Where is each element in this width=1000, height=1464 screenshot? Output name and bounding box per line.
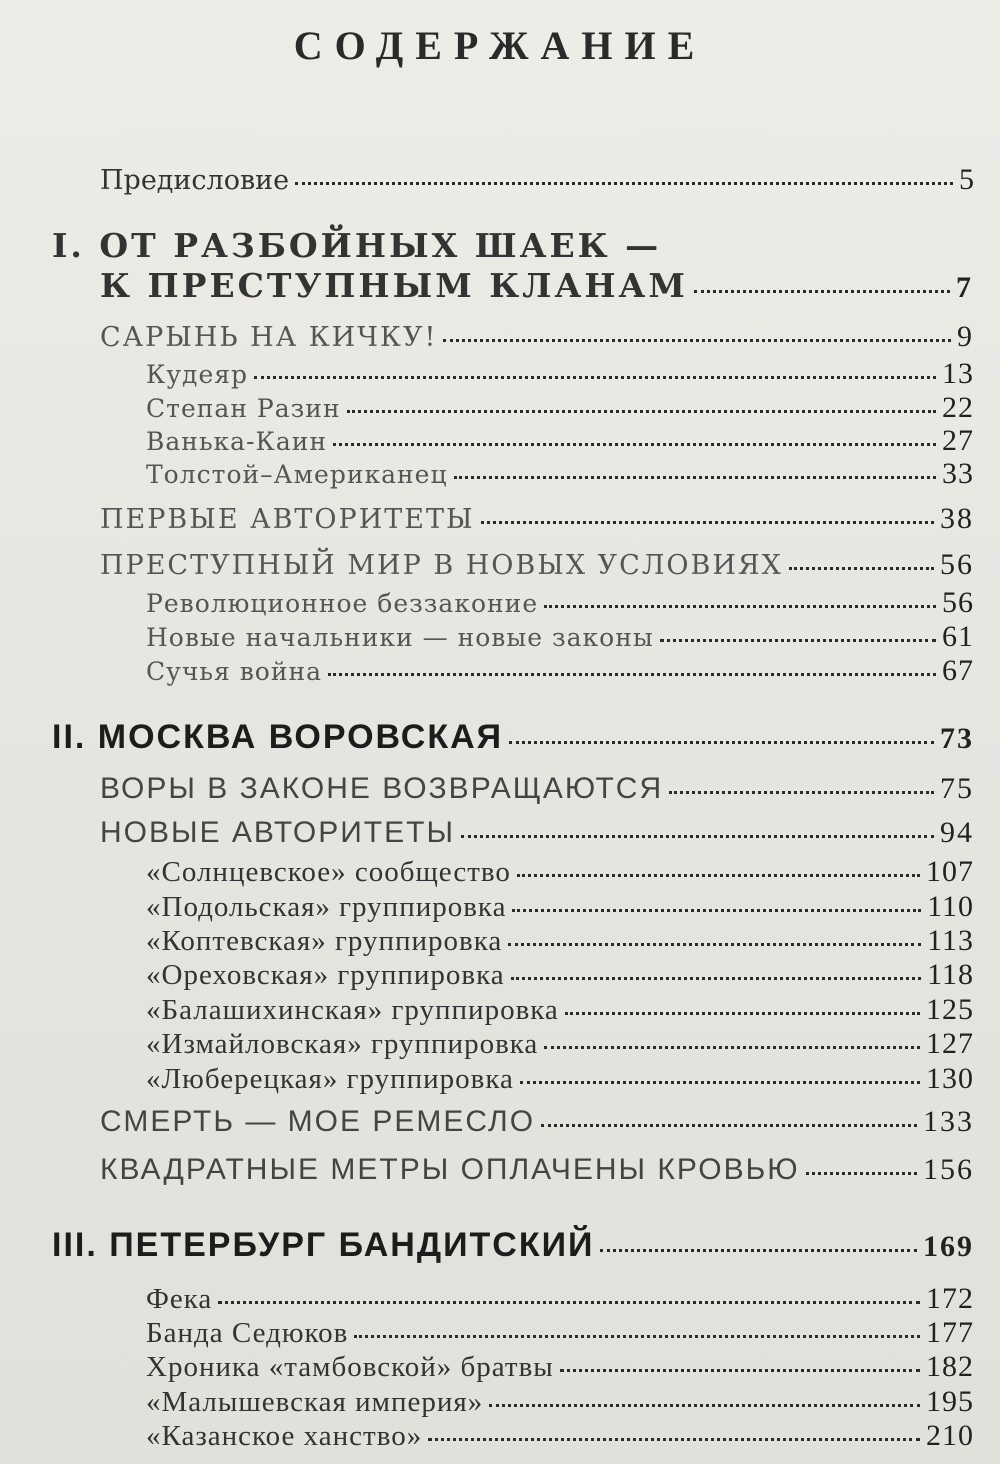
toc-entry-page: 73 [940, 722, 974, 755]
leader-dots [520, 1081, 920, 1084]
toc-entry-label: «Люберецкая» группировка [146, 1063, 514, 1095]
toc-entry-label: САРЫНЬ НА КИЧКУ! [100, 322, 438, 353]
toc-entry-page: 56 [940, 548, 974, 581]
leader-dots [508, 943, 921, 946]
toc-entry-label: КВАДРАТНЫЕ МЕТРЫ ОПЛАЧЕНЫ КРОВЬЮ [100, 1153, 800, 1186]
toc-entry-page: 107 [926, 855, 974, 888]
leader-dots [517, 874, 920, 877]
toc-entry-page: 33 [942, 457, 974, 490]
toc-entry-page: 94 [940, 816, 974, 849]
toc-entry-page: 130 [926, 1062, 974, 1095]
toc-entry-page: 118 [927, 958, 974, 991]
leader-dots [560, 1369, 920, 1372]
leader-dots [218, 1301, 920, 1304]
leader-dots [461, 835, 934, 838]
toc-entry-section[interactable] [146, 1385, 974, 1419]
toc-entry-section[interactable] [146, 457, 974, 491]
toc-entry-page: 125 [926, 993, 974, 1026]
toc-entry-section[interactable] [146, 586, 974, 620]
toc-entry-label: «Коптевская» группировка [146, 925, 503, 957]
toc-entry-page: 5 [959, 163, 974, 196]
toc-entry-section[interactable] [146, 993, 974, 1027]
toc-entry-page: 27 [942, 424, 974, 457]
toc-entry-page: 156 [923, 1153, 974, 1186]
toc-entry-section[interactable] [146, 654, 974, 688]
leader-dots [544, 1046, 920, 1049]
toc-entry-chapter[interactable] [100, 1153, 974, 1187]
toc-entry-label: «Ореховская» группировка [146, 959, 505, 991]
toc-entry-page: 127 [926, 1027, 974, 1060]
toc-entry-label: «Малышевская империя» [146, 1386, 484, 1418]
leader-dots [544, 605, 936, 608]
toc-entry-page: 113 [927, 924, 974, 957]
leader-dots [454, 476, 936, 479]
leader-dots [669, 791, 934, 794]
toc-entry-section[interactable] [146, 357, 974, 391]
toc-entry-page: 210 [926, 1419, 974, 1452]
toc-entry-section[interactable] [146, 1316, 974, 1350]
toc-entry-label: Новые начальники — новые законы [146, 623, 654, 652]
toc-entry-label: Фека [146, 1283, 213, 1315]
toc-entry-section[interactable] [146, 424, 974, 458]
toc-entry-label: Сучья война [146, 657, 323, 686]
toc-entry-chapter[interactable] [100, 816, 974, 850]
part-title-line1: I. ОТ РАЗБОЙНЫХ ШАЕК — [52, 226, 662, 265]
toc-entry-label: НОВЫЕ АВТОРИТЕТЫ [100, 816, 456, 849]
leader-dots [512, 909, 921, 912]
toc-entry-preface[interactable] [100, 163, 974, 197]
leader-dots [347, 410, 936, 413]
toc-entry-section[interactable] [146, 855, 974, 889]
toc-entry-label: Банда Седюков [146, 1317, 349, 1349]
leader-dots [489, 1404, 920, 1407]
leader-dots [254, 376, 936, 379]
toc-entry-part3[interactable] [52, 1226, 974, 1265]
leader-dots [565, 1012, 920, 1015]
toc-entry-label: «Казанское ханство» [146, 1420, 423, 1452]
toc-entry-label: «Балашихинская» группировка [146, 994, 559, 1026]
toc-entry-label: СМЕРТЬ — МОЕ РЕМЕСЛО [100, 1105, 536, 1138]
toc-entry-label: Кудеяр [146, 360, 249, 389]
toc-entry-section[interactable] [146, 391, 974, 425]
toc-entry-label: Ванька-Каин [146, 427, 328, 456]
leader-dots [511, 977, 921, 980]
leader-dots [806, 1172, 917, 1175]
toc-entry-label: «Измайловская» группировка [146, 1028, 539, 1060]
toc-entry-section[interactable] [146, 924, 974, 958]
toc-entry-section[interactable] [146, 1027, 974, 1061]
toc-entry-page: 22 [942, 391, 974, 424]
toc-entry-label: Предисловие [100, 165, 290, 196]
leader-dots [295, 182, 953, 185]
toc-entry-section[interactable] [146, 620, 974, 654]
leader-dots [789, 567, 934, 570]
leader-dots [481, 521, 934, 524]
toc-entry-label: Хроника «тамбовской» братвы [146, 1351, 554, 1383]
toc-heading: СОДЕРЖАНИЕ [293, 23, 707, 68]
toc-entry-part2[interactable] [52, 718, 974, 757]
toc-entry-label: ВОРЫ В ЗАКОНЕ ВОЗВРАЩАЮТСЯ [100, 772, 664, 805]
toc-entry-chapter[interactable] [100, 1105, 974, 1139]
toc-entry-page: 67 [942, 654, 974, 687]
toc-entry-section[interactable] [146, 890, 974, 924]
toc-entry-label: ПЕРВЫЕ АВТОРИТЕТЫ [100, 504, 475, 535]
toc-entry-page: 7 [956, 271, 974, 304]
toc-entry-chapter[interactable] [100, 320, 974, 354]
leader-dots [694, 290, 950, 293]
toc-entry-label: «Подольская» группировка [146, 891, 507, 923]
toc-entry-chapter[interactable] [100, 772, 974, 806]
toc-entry-chapter[interactable] [100, 502, 974, 536]
toc-entry-page: 9 [957, 320, 974, 353]
toc-entry-section[interactable] [146, 1062, 974, 1096]
toc-entry-label: Толстой–Американец [146, 460, 448, 489]
toc-entry-section[interactable] [146, 958, 974, 992]
toc-entry-label: Степан Разин [146, 394, 341, 423]
leader-dots [541, 1124, 917, 1127]
toc-entry-section[interactable] [146, 1419, 974, 1453]
toc-entry-page: 177 [926, 1316, 974, 1349]
toc-entry-part1[interactable] [100, 266, 974, 305]
toc-entry-page: 38 [940, 502, 974, 535]
toc-entry-page: 182 [926, 1350, 974, 1383]
toc-entry-page: 169 [923, 1230, 974, 1263]
toc-entry-section[interactable] [146, 1350, 974, 1384]
leader-dots [333, 443, 936, 446]
part-title: II. МОСКВА ВОРОВСКАЯ [52, 718, 504, 756]
leader-dots [443, 339, 951, 342]
part-title-line2: К ПРЕСТУПНЫМ КЛАНАМ [100, 266, 688, 305]
toc-entry-label: ПРЕСТУПНЫЙ МИР В НОВЫХ УСЛОВИЯХ [100, 550, 783, 581]
toc-entry-page: 195 [926, 1385, 974, 1418]
toc-entry-page: 110 [927, 890, 974, 923]
leader-dots [509, 741, 934, 744]
leader-dots [660, 639, 936, 642]
part-title: III. ПЕТЕРБУРГ БАНДИТСКИЙ [52, 1226, 595, 1264]
toc-entry-chapter[interactable] [100, 548, 974, 582]
toc-entry-page: 133 [923, 1105, 974, 1138]
leader-dots [354, 1335, 920, 1338]
toc-entry-label: «Солнцевское» сообщество [146, 856, 511, 888]
toc-entry-page: 61 [942, 620, 974, 653]
toc-entry-label: Революционное беззаконие [146, 589, 539, 618]
toc-entry-section[interactable] [146, 1282, 974, 1316]
toc-entry-page: 13 [942, 357, 974, 390]
toc-entry-page: 75 [940, 772, 974, 805]
leader-dots [600, 1249, 917, 1252]
leader-dots [328, 673, 936, 676]
toc-entry-page: 172 [926, 1282, 974, 1315]
toc-entry-page: 56 [942, 586, 974, 619]
leader-dots [428, 1438, 920, 1441]
